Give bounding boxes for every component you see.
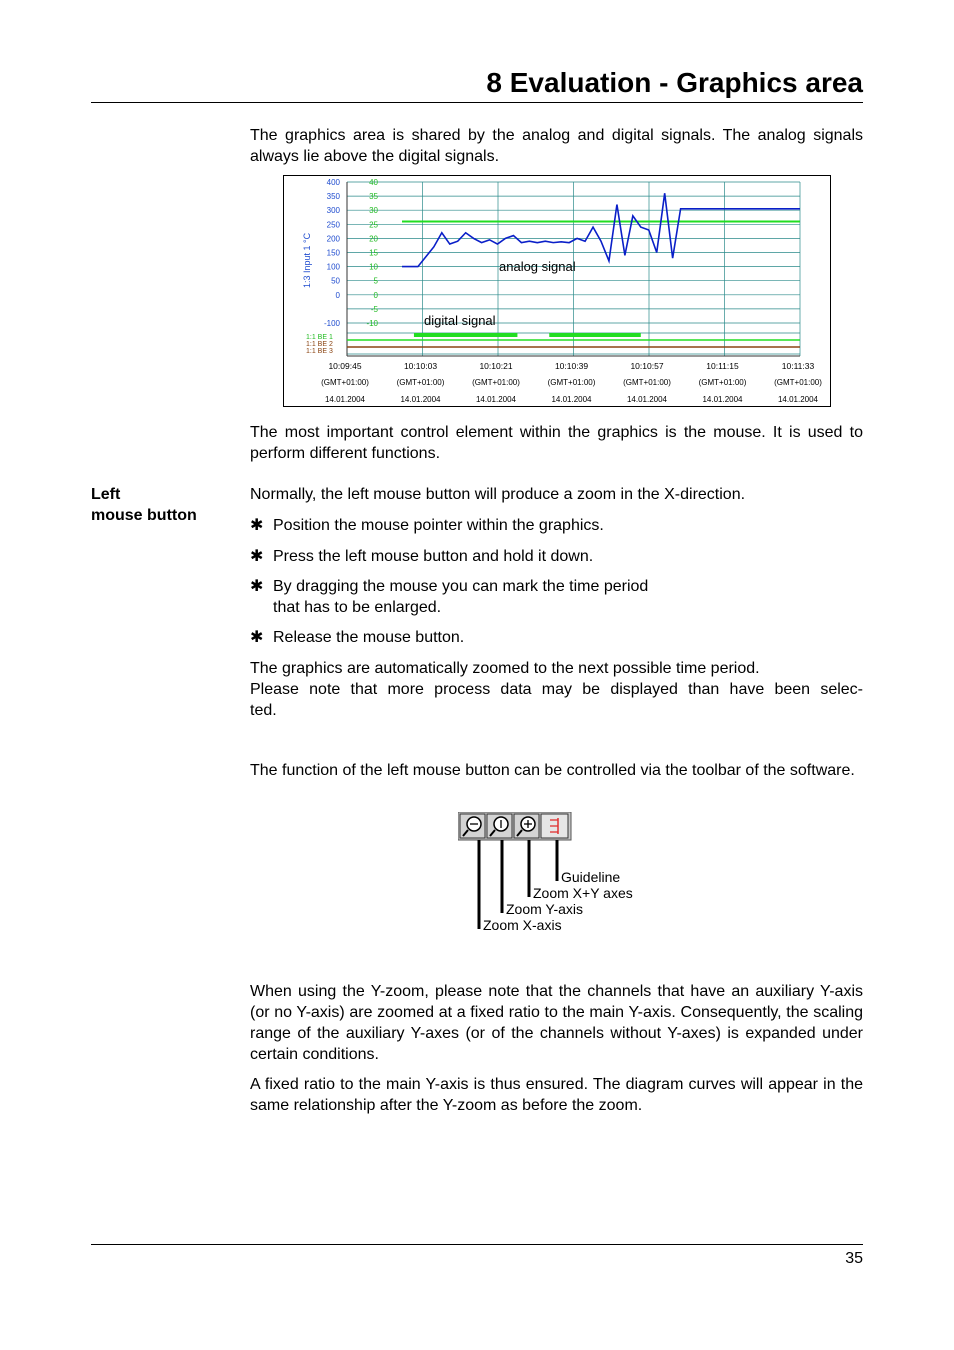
zoom-xy-label: Zoom X+Y axes (533, 885, 633, 901)
y-right-tick-label: 30 (369, 206, 378, 216)
x-tick-date: 14.01.2004 (777, 395, 819, 404)
digital-on-bar (549, 333, 641, 337)
page-title: 8 Evaluation - Graphics area (486, 67, 863, 98)
guideline-label: Guideline (561, 869, 621, 885)
zoom-xy-icon (514, 814, 539, 838)
zoom-result-paragraph (250, 658, 863, 721)
bullet-text: Release the mouse button. (273, 629, 465, 646)
y-right-tick-label: -5 (370, 304, 378, 314)
x-tick-label: 10:10:03 (403, 361, 438, 371)
x-tick-date: 14.01.2004 (626, 395, 668, 404)
intro-paragraph: The graphics area is shared by the analog and digital signals. The analog signals always lie above the digital signals. (250, 127, 863, 165)
x-tick-timezone: (GMT+01:00) (321, 378, 369, 387)
x-tick-timezone: (GMT+01:00) (396, 378, 445, 387)
bullet-icon: ✱ (250, 548, 264, 565)
toolbar-figure (458, 812, 658, 942)
y-left-tick-label: 250 (326, 220, 340, 230)
zoom-x-icon (460, 814, 485, 838)
x-tick-date: 14.01.2004 (702, 395, 743, 404)
x-tick-timezone: (GMT+01:00) (774, 378, 822, 387)
bullet-text: By dragging the mouse you can mark the time period (273, 578, 649, 595)
bullet-text: Position the mouse pointer within the graphics. (273, 517, 604, 534)
fixed-ratio-paragraph: A fixed ratio to the main Y-axis is thus ensured. The diagram curves will appear in the same relationship after the Y-zoom as before the zoom. (250, 1076, 863, 1114)
y-right-tick-label: 5 (373, 276, 378, 286)
x-tick-label: 10:10:57 (630, 361, 664, 371)
y-right-tick-label: 10 (369, 262, 378, 272)
footer-rule (91, 1244, 863, 1245)
x-tick-timezone: (GMT+01:00) (698, 378, 747, 387)
zoom-x-label: Zoom X-axis (483, 917, 562, 933)
x-tick-date: 14.01.2004 (324, 395, 366, 404)
digital-signal-label: digital signal (424, 313, 496, 328)
y-left-tick-label: 100 (326, 262, 340, 272)
text-line: ted. (250, 702, 277, 719)
bullet-text: Press the left mouse button and hold it down. (273, 548, 594, 565)
analog-signal-label: analog signal (499, 259, 576, 274)
text-line: Please note that more process data may be displayed than have been selec- (250, 681, 863, 698)
side-heading (91, 484, 197, 526)
page-header (91, 62, 863, 103)
x-tick-timezone: (GMT+01:00) (472, 378, 520, 387)
bullet-text: that has to be enlarged. (273, 599, 442, 616)
signal-chart[interactable] (283, 175, 831, 407)
y-right-tick-label: 0 (373, 290, 378, 300)
bullet-icon: ✱ (250, 578, 264, 595)
y-right-tick-label: 25 (369, 220, 378, 230)
digital-channel-label: 1:1 BE 3 (306, 348, 333, 355)
side-heading-line-2: mouse button (91, 507, 197, 524)
zoom-y-label: Zoom Y-axis (506, 901, 584, 917)
series-line-analog (402, 193, 800, 266)
zoom-paragraph: Normally, the left mouse button will produce a zoom in the X-direction. (250, 486, 746, 503)
toolbar-paragraph: The function of the left mouse button can be controlled via the toolbar of the software. (250, 762, 855, 779)
x-tick-label: 10:10:21 (479, 361, 513, 371)
page-number: 35 (845, 1250, 863, 1267)
y-left-tick-label: 350 (326, 192, 340, 202)
x-tick-label: 10:11:33 (781, 361, 815, 371)
x-tick-date: 14.01.2004 (400, 395, 441, 404)
digital-channel-label: 1:1 BE 1 (306, 334, 333, 341)
y-right-tick-label: 40 (369, 178, 378, 187)
mouse-paragraph: The most important control element within the graphics is the mouse. It is used to perform different functions. (250, 424, 863, 462)
bullet-icon: ✱ (250, 517, 264, 534)
y-left-tick-label: 300 (326, 206, 340, 216)
y-left-tick-label: 150 (326, 248, 340, 258)
y-left-tick-label: 0 (335, 290, 340, 300)
digital-on-bar (414, 333, 517, 337)
guideline-icon (541, 814, 568, 838)
y-left-tick-label: 200 (326, 234, 340, 244)
x-tick-label: 10:09:45 (328, 361, 362, 371)
x-tick-timezone: (GMT+01:00) (623, 378, 671, 387)
x-tick-date: 14.01.2004 (551, 395, 592, 404)
zoom-y-icon (487, 814, 512, 838)
y-left-axis-label: 1:3 Input 1 °C (302, 232, 312, 288)
bullet-icon: ✱ (250, 629, 264, 646)
text-line: The graphics are automatically zoomed to the next possible time period. (250, 660, 760, 677)
side-heading-line-1: Left (91, 486, 121, 503)
y-right-tick-label: 20 (369, 234, 378, 244)
x-tick-label: 10:10:39 (554, 361, 589, 371)
y-left-tick-label: 50 (331, 276, 340, 286)
y-right-tick-label: 15 (369, 248, 378, 258)
y-left-tick-label: -100 (323, 319, 340, 328)
y-left-tick-label: 400 (326, 178, 340, 187)
y-right-tick-label: 35 (369, 192, 378, 202)
digital-channel-label: 1:1 BE 2 (306, 341, 333, 348)
yzoom-paragraph: When using the Y-zoom, please note that the channels that have an auxiliary Y-axis (or no Y-axis) are zoomed at a fixed ratio to the main Y-axis. Consequently, the scaling range of the auxiliary Y-axes (or of the channels without Y-axes) is expanded under certain conditions. (250, 983, 863, 1063)
x-tick-timezone: (GMT+01:00) (547, 378, 596, 387)
y-right-tick-label: -10 (366, 319, 378, 328)
signal-chart-svg (284, 176, 830, 406)
x-tick-label: 10:11:15 (706, 361, 739, 371)
x-tick-date: 14.01.2004 (475, 395, 517, 404)
